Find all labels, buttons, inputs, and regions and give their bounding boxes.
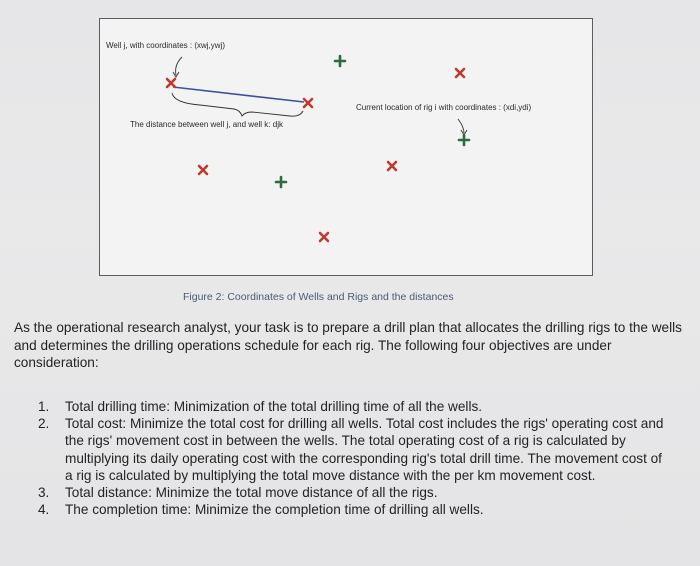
well-marker (199, 166, 207, 174)
well-marker (320, 233, 328, 241)
list-number: 3. (38, 485, 50, 501)
well-marker (304, 99, 312, 107)
list-text: Total drilling time: Minimization of the total drilling time of all the wells. (65, 399, 483, 414)
list-number: 2. (38, 416, 50, 432)
list-item (38, 398, 668, 415)
list-item (38, 415, 668, 484)
rig-marker (276, 177, 286, 187)
figure-frame (99, 18, 593, 276)
list-item (38, 501, 668, 518)
figure-caption: Figure 2: Coordinates of Wells and Rigs and the distances (183, 291, 454, 303)
objectives-list (38, 398, 668, 518)
rig-marker (459, 135, 469, 145)
distance-label: The distance between well j, and well k: djk (130, 120, 283, 129)
distance-brace (172, 93, 303, 116)
wells-rigs-diagram (100, 19, 594, 277)
rig-i-pointer (458, 119, 464, 133)
well-marker (456, 69, 464, 77)
intro-paragraph: As the operational research analyst, your task is to prepare a drill plan that allocates the drilling rigs to the wells and determines the drilling operations schedule for each rig. The following four objectives are under consideration: (14, 320, 682, 370)
list-text: The completion time: Minimize the completion time of drilling all wells. (65, 502, 484, 518)
list-text: Total cost: Minimize the total cost for drilling all wells. Total cost includes the rigs' operating cost and the rigs' movement cost in between the wells. The total operating cost of a rig is calculated by multiplying its daily operating cost with the corresponding rig's total drill time. The movement cost of a rig is calculated by multiplying the total move distance with the per km movement cost. (65, 416, 664, 483)
rig-location-label: Current location of rig i with coordinates : (xdi,ydi) (356, 103, 532, 112)
well-j-label: Well j, with coordinates : (xwj,ywj) (106, 41, 225, 50)
list-text: Total distance: Minimize the total move distance of all the rigs. (65, 485, 438, 501)
well-marker (167, 79, 175, 87)
list-number: 4. (38, 502, 50, 518)
list-number: 1. (38, 399, 50, 414)
distance-line (173, 87, 304, 102)
well-marker (388, 162, 396, 170)
rig-marker (335, 56, 345, 66)
list-item (38, 484, 668, 501)
